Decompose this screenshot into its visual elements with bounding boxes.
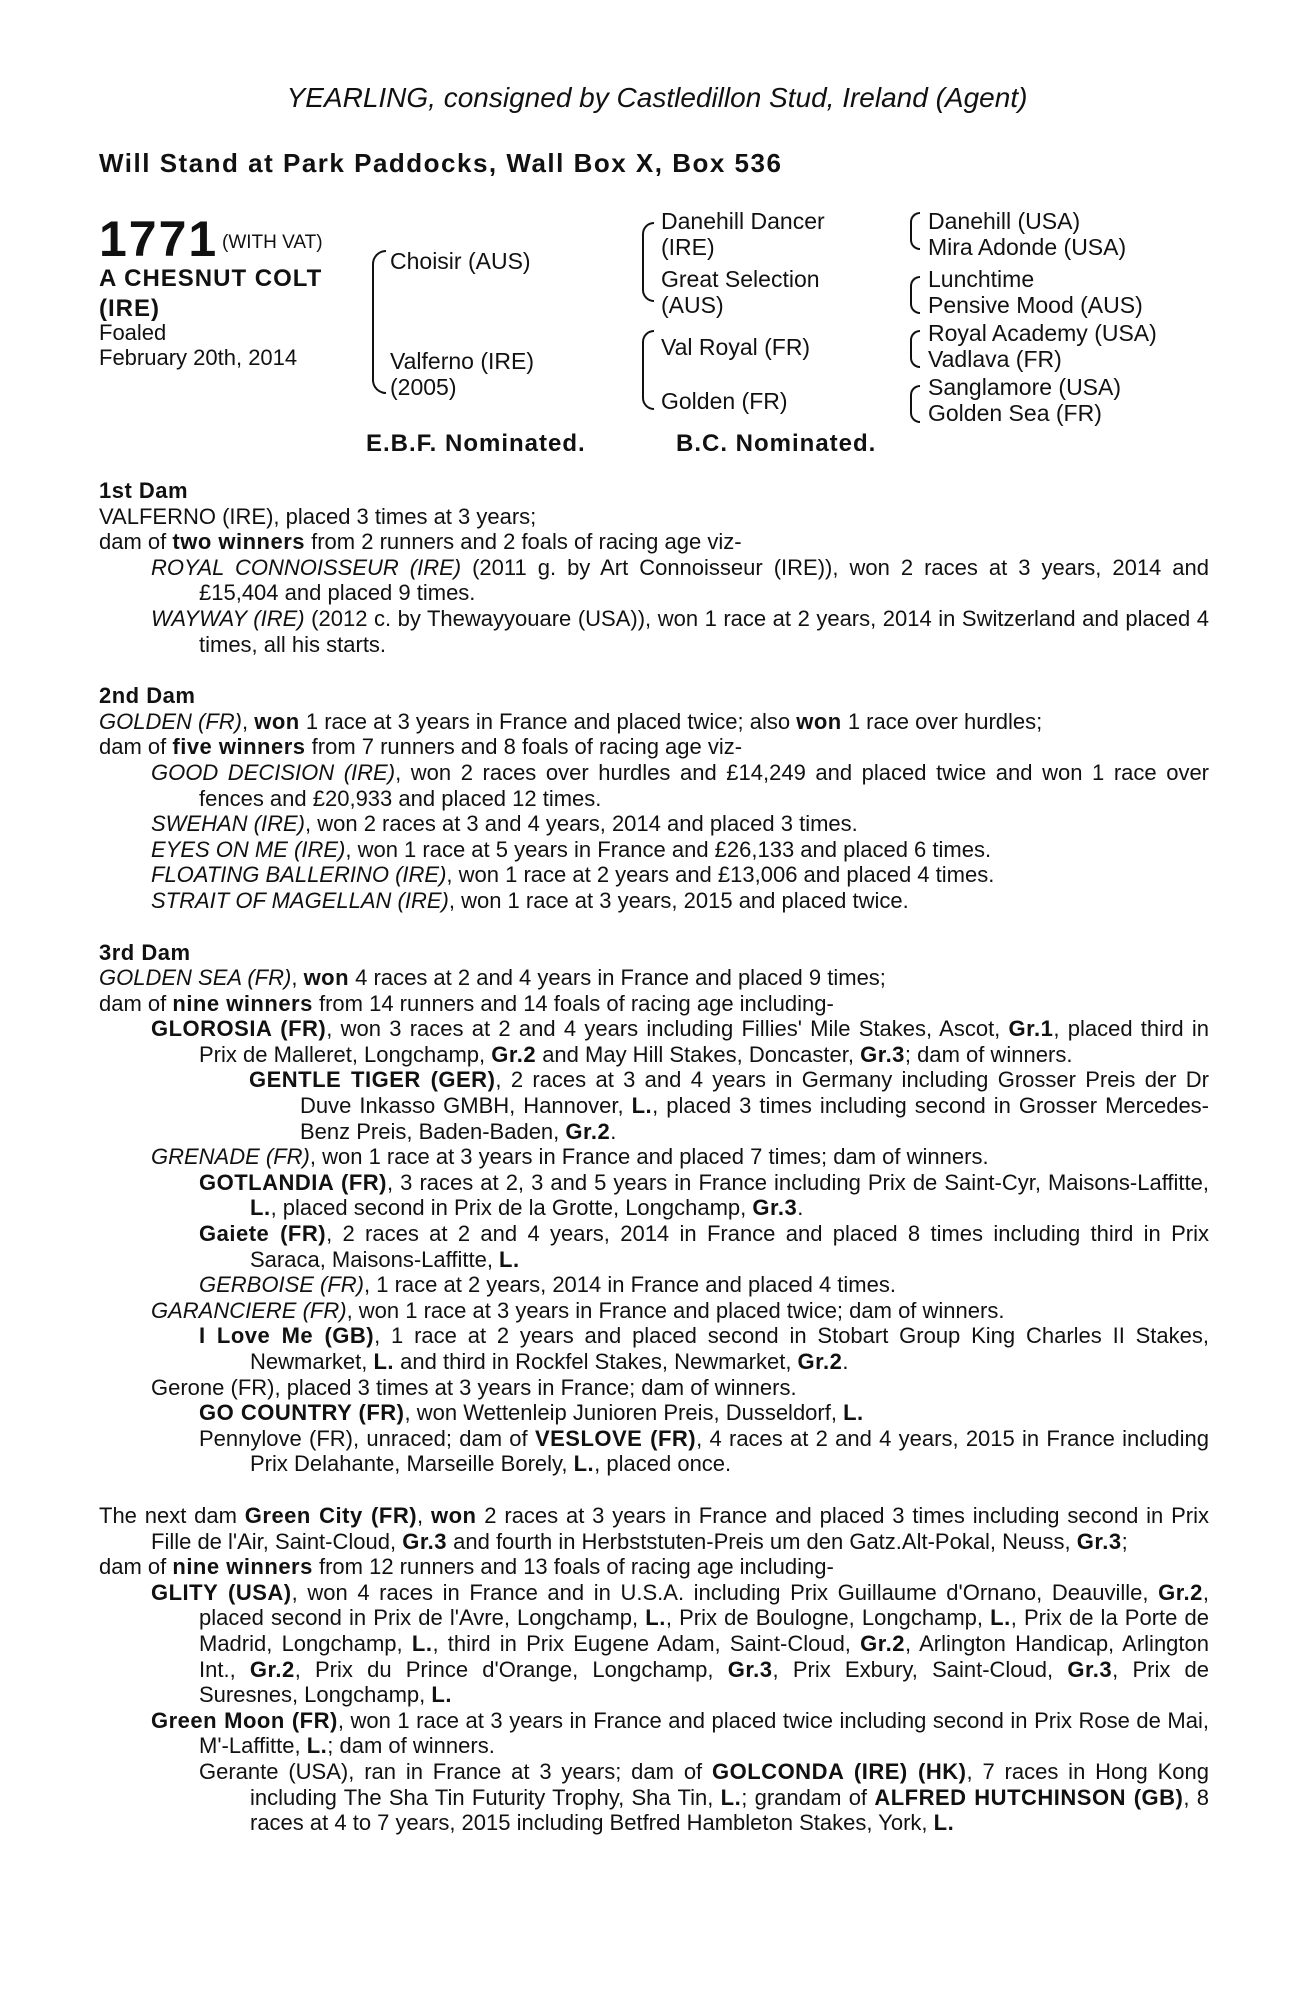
progeny-entry: GLITY (USA), won 4 races in France and in U.S.A. including Prix Guillaume d'Ornano, Deauville, Gr.2, placed second in Prix de l'Avre, Longchamp, L., Prix de Boulogne, Longchamp, L., Prix de la Porte de Madrid, Longchamp, L., third in Prix Eugene Adam, Saint-Cloud, Gr.2, Arlington Handicap, Arlington Int., Gr.2, Prix du Prince d'Orange, Longchamp, Gr.3, Prix Exbury, Saint-Cloud, Gr.3, Prix de Suresnes, Longchamp, L.	[151, 1579, 1210, 1708]
ggs-3: Lunchtime	[928, 266, 1035, 292]
sire: Choisir (AUS)	[390, 248, 531, 274]
ggs-7: Sanglamore (USA)	[928, 374, 1122, 400]
third-dam-produce-summary: dam of nine winners from 14 runners and 14 foals of racing age including-	[99, 990, 834, 1016]
progeny-entry: SWEHAN (IRE), won 2 races at 3 and 4 years, 2014 and placed 3 times.	[151, 811, 858, 837]
grand-progeny-entry: GERBOISE (FR), 1 race at 2 years, 2014 in France and placed 4 times.	[199, 1272, 896, 1298]
progeny-entry: EYES ON ME (IRE), won 1 race at 5 years in France and £26,133 and placed 6 times.	[151, 836, 992, 862]
ggs-4: Pensive Mood (AUS)	[928, 292, 1143, 318]
grand-progeny-entry: GO COUNTRY (FR), won Wettenleip Junioren Preis, Dusseldorf, L.	[199, 1400, 864, 1426]
dam: Valferno (IRE)	[390, 348, 535, 374]
grand-progeny-entry: GENTLE TIGER (GER), 2 races at 3 and 4 years in Germany including Grosser Preis der Dr Duve Inkasso GMBH, Hannover, L., placed 3 times including second in Grosser Mercedes-Benz Preis, Baden-Baden, Gr.2.	[249, 1067, 1210, 1144]
ggs-brace-2	[910, 276, 920, 314]
dam-line-brace	[642, 330, 654, 410]
grandsire-1: Danehill Dancer	[661, 208, 825, 234]
grandsire-1-origin: (IRE)	[661, 234, 715, 260]
dam-details	[99, 478, 1209, 1836]
progeny-entry: GOOD DECISION (IRE), won 2 races over hurdles and £14,249 and placed twice and won 1 race over fences and £20,933 and placed 12 times.	[151, 759, 1210, 811]
ggs-brace-4	[910, 385, 920, 423]
grandsire-3: Val Royal (FR)	[661, 334, 811, 360]
sire-dam-brace	[372, 250, 386, 394]
second-dam-produce-summary: dam of five winners from 7 runners and 8 foals of racing age viz-	[99, 734, 743, 760]
grandsire-2: Great Selection	[661, 266, 820, 292]
vat-note: (WITH VAT)	[222, 232, 323, 253]
progeny-entry: GARANCIERE (FR), won 1 race at 3 years in France and placed twice; dam of winners.	[151, 1297, 1005, 1323]
third-dam-line: GOLDEN SEA (FR), won 4 races at 2 and 4 years in France and placed 9 times;	[99, 965, 886, 991]
next-dam-line: The next dam Green City (FR), won 2 races at 3 years in France and placed 3 times including second in Prix Fille de l'Air, Saint-Cloud, Gr.3 and fourth in Herbststuten-Preis um den Gatz.Alt-Pokal, Neuss, Gr.3;	[99, 1502, 1209, 1554]
progeny-entry: GLOROSIA (FR), won 3 races at 2 and 4 years including Fillies' Mile Stakes, Ascot, Gr.1, placed third in Prix de Malleret, Longchamp, Gr.2 and May Hill Stakes, Doncaster, Gr.3; dam of winners.	[151, 1016, 1209, 1067]
ggs-brace-1	[910, 212, 920, 250]
grandsire-4: Golden (FR)	[661, 388, 788, 414]
first-dam-produce-summary: dam of two winners from 2 runners and 2 foals of racing age viz-	[99, 529, 742, 555]
dam-year: (2005)	[390, 374, 457, 400]
progeny-entry: GRENADE (FR), won 1 race at 3 years in France and placed 7 times; dam of winners.	[151, 1144, 989, 1170]
progeny-entry: FLOATING BALLERINO (IRE), won 1 race at 2 years and £13,006 and placed 4 times.	[151, 862, 995, 888]
lot-description: A CHESNUT COLT	[99, 265, 323, 292]
grand-progeny-entry: Gerante (USA), ran in France at 3 years; dam of GOLCONDA (IRE) (HK), 7 races in Hong Kong including The Sha Tin Futurity Trophy, Sha Tin, L.; grandam of ALFRED HUTCHINSON (GB), 8 races at 4 to 7 years, 2015 including Betfred Hambleton Stakes, York, L.	[199, 1758, 1209, 1836]
ggs-1: Danehill (USA)	[928, 208, 1081, 234]
third-dam-heading: 3rd Dam	[99, 939, 191, 965]
grand-progeny-entry: Gaiete (FR), 2 races at 2 and 4 years, 2014 in France and placed 8 times including third in Prix Saraca, Maisons-Laffitte, L.	[199, 1221, 1209, 1272]
next-dam-produce-summary: dam of nine winners from 12 runners and 13 foals of racing age including-	[99, 1554, 834, 1580]
lot-description-origin: (IRE)	[99, 295, 160, 322]
progeny-entry: Gerone (FR), placed 3 times at 3 years in France; dam of winners.	[151, 1374, 797, 1400]
sire-line-brace	[642, 222, 654, 302]
progeny-entry: ROYAL CONNOISSEUR (IRE) (2011 g. by Art Connoisseur (IRE)), won 2 races at 3 years, 2014 and £15,404 and placed 9 times.	[151, 554, 1209, 606]
ebf-nomination: E.B.F. Nominated.	[366, 430, 586, 457]
ggs-2: Mira Adonde (USA)	[928, 234, 1127, 260]
foaled-date: February 20th, 2014	[99, 345, 298, 370]
grand-progeny-entry: GOTLANDIA (FR), 3 races at 2, 3 and 5 years in France including Prix de Saint-Cyr, Maisons-Laffitte, L., placed second in Prix de la Grotte, Longchamp, Gr.3.	[199, 1169, 1209, 1221]
progeny-entry: Green Moon (FR), won 1 race at 3 years in France and placed twice including second in Prix Rose de Mai, M'-Laffitte, L.; dam of winners.	[151, 1707, 1209, 1759]
progeny-entry: WAYWAY (IRE) (2012 c. by Thewayyouare (USA)), won 1 race at 2 years, 2014 in Switzerland and placed 4 times, all his starts.	[151, 605, 1209, 657]
first-dam-heading: 1st Dam	[99, 478, 189, 503]
grand-progeny-entry: I Love Me (GB), 1 race at 2 years and placed second in Stobart Group King Charles II Stakes, Newmarket, L. and third in Rockfel Stakes, Newmarket, Gr.2.	[199, 1323, 1209, 1374]
ggs-8: Golden Sea (FR)	[928, 400, 1102, 426]
ggs-5: Royal Academy (USA)	[928, 320, 1157, 346]
stand-location: Will Stand at Park Paddocks, Wall Box X, Box 536	[99, 148, 783, 178]
page-title: YEARLING, consigned by Castledillon Stud, Ireland (Agent)	[286, 82, 1028, 113]
second-dam-heading: 2nd Dam	[99, 683, 196, 709]
grand-progeny-entry: Pennylove (FR), unraced; dam of VESLOVE (FR), 4 races at 2 and 4 years, 2015 in France including Prix Delahante, Marseille Borely, L., placed once.	[199, 1425, 1209, 1477]
ggs-brace-3	[910, 330, 920, 368]
bc-nomination: B.C. Nominated.	[676, 430, 877, 457]
first-dam-line: VALFERNO (IRE), placed 3 times at 3 years;	[99, 503, 537, 529]
second-dam-line: GOLDEN (FR), won 1 race at 3 years in France and placed twice; also won 1 race over hurdles;	[99, 708, 1043, 734]
lot-number: 1771	[99, 211, 219, 267]
foaled-label: Foaled	[99, 320, 167, 345]
grandsire-2-origin: (AUS)	[661, 292, 724, 318]
progeny-entry: STRAIT OF MAGELLAN (IRE), won 1 race at 3 years, 2015 and placed twice.	[151, 887, 909, 913]
ggs-6: Vadlava (FR)	[928, 346, 1062, 372]
